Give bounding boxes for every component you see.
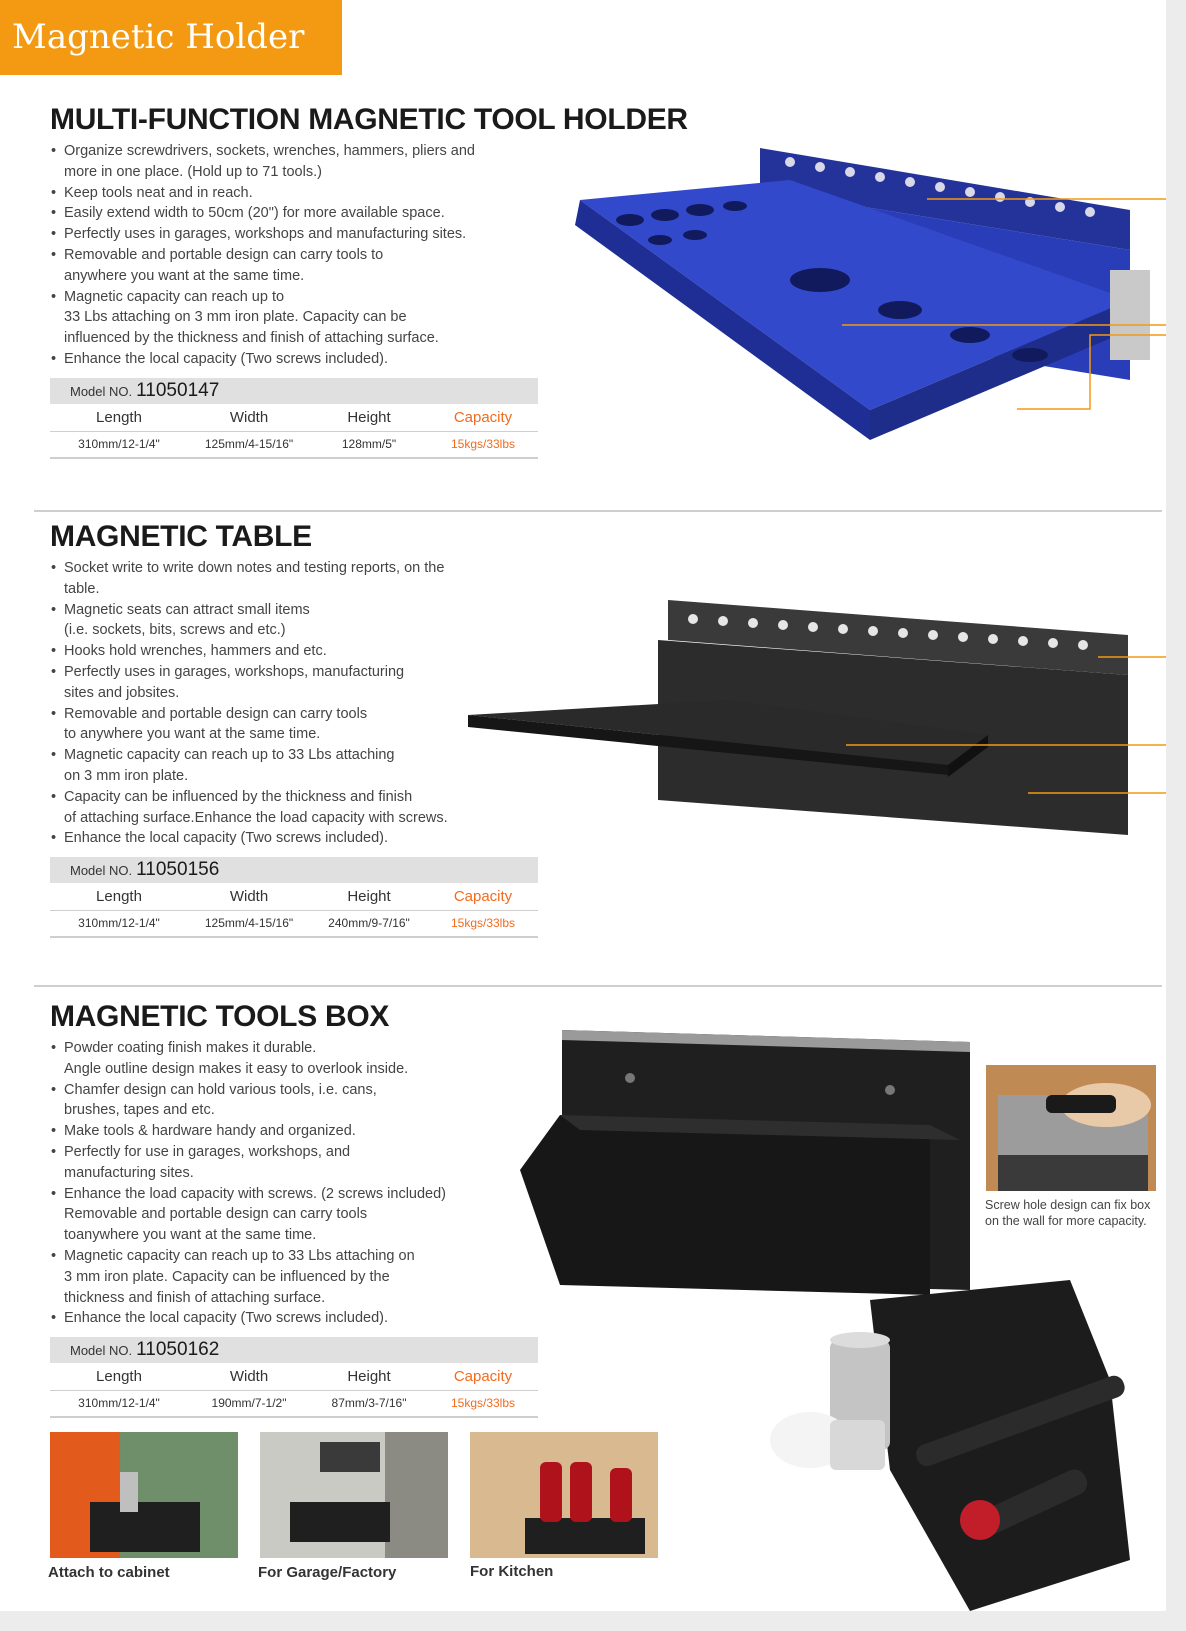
- model-bar: [50, 1337, 538, 1363]
- model-bar: [50, 857, 538, 883]
- capacity-header: Capacity: [453, 888, 513, 906]
- feature-item: Removable and portable design can carry tools: [64, 1206, 368, 1223]
- length-header: Length: [96, 408, 142, 426]
- feature-item: • Magnetic seats can attract small items: [50, 600, 550, 621]
- length-value: 310mm/12-1/4": [78, 436, 160, 451]
- feature-item: (i.e. sockets, bits, screws and etc.): [64, 622, 286, 639]
- cabinet-photo: [50, 1432, 238, 1558]
- product-tools-box: [50, 1000, 550, 1418]
- feature-item: • Make tools & hardware handy and organized.: [50, 1121, 550, 1142]
- width-value: 125mm/4-15/16": [204, 916, 294, 931]
- spec-table: [50, 378, 538, 459]
- feature-item: • Magnetic capacity can reach up to: [50, 287, 550, 308]
- spec-value-row: [50, 1391, 538, 1418]
- capacity-value: 15kgs/33lbs: [450, 1396, 516, 1411]
- feature-item: more in one place. (Hold up to 71 tools.): [64, 163, 322, 180]
- model-number: 11050162: [136, 1339, 220, 1361]
- capacity-header: Capacity: [453, 1368, 513, 1386]
- height-value: 128mm/5": [341, 436, 397, 451]
- product-title: MAGNETIC TOOLS BOX: [50, 1000, 390, 1033]
- height-value: 240mm/9-7/16": [328, 916, 410, 931]
- feature-item: • Enhance the local capacity (Two screws included).: [50, 349, 550, 370]
- width-value: 125mm/4-15/16": [204, 436, 294, 451]
- length-value: 310mm/12-1/4": [78, 916, 160, 931]
- spec-value-row: [50, 911, 538, 938]
- section-divider: [34, 510, 1162, 512]
- height-header: Height: [347, 888, 391, 906]
- feature-item: • Capacity can be influenced by the thickness and finish: [50, 787, 550, 808]
- spec-table: [50, 857, 538, 938]
- magnetic-table-image: [468, 595, 1166, 855]
- garage-photo: [260, 1432, 448, 1558]
- length-header: Length: [96, 1368, 142, 1386]
- height-value: 87mm/3-7/16": [331, 1396, 407, 1411]
- feature-item: of attaching surface.Enhance the load capacity with screws.: [64, 809, 448, 826]
- feature-item: sites and jobsites.: [64, 684, 180, 701]
- length-header: Length: [96, 888, 142, 906]
- feature-item: thickness and finish of attaching surface.: [64, 1289, 326, 1306]
- feature-item: 3 mm iron plate. Capacity can be influenced by the: [64, 1268, 390, 1285]
- feature-item: • Perfectly uses in garages, workshops, manufacturing: [50, 662, 550, 683]
- tools-box-loaded-image: [770, 1270, 1166, 1611]
- kitchen-caption: For Kitchen: [470, 1563, 554, 1580]
- width-header: Width: [229, 1368, 269, 1386]
- feature-list: [50, 1038, 550, 1329]
- garage-caption: For Garage/Factory: [258, 1564, 397, 1581]
- feature-item: • Removable and portable design can carry tools to: [50, 245, 550, 266]
- capacity-header: Capacity: [453, 408, 513, 426]
- width-header: Width: [229, 888, 269, 906]
- feature-item: on 3 mm iron plate.: [64, 767, 189, 784]
- kitchen-photo: [470, 1432, 658, 1558]
- feature-item: anywhere you want at the same time.: [64, 267, 305, 284]
- capacity-value: 15kgs/33lbs: [450, 436, 516, 451]
- feature-item: • Enhance the load capacity with screws. (2 screws included): [50, 1184, 550, 1205]
- length-value: 310mm/12-1/4": [78, 1396, 160, 1411]
- feature-item: table.: [64, 580, 100, 597]
- model-label: Model NO.: [70, 383, 133, 399]
- spec-header-row: [50, 883, 538, 911]
- spec-value-row: [50, 432, 538, 459]
- width-value: 190mm/7-1/2": [211, 1396, 287, 1411]
- feature-item: influenced by the thickness and finish of attaching surface.: [64, 330, 439, 347]
- section-divider: [34, 985, 1162, 987]
- spec-header-row: [50, 1363, 538, 1391]
- capacity-value: 15kgs/33lbs: [450, 916, 516, 931]
- feature-item: • Enhance the local capacity (Two screws included).: [50, 1308, 550, 1329]
- feature-item: • Easily extend width to 50cm (20") for more available space.: [50, 203, 550, 224]
- feature-item: to anywhere you want at the same time.: [64, 726, 321, 743]
- feature-item: • Powder coating finish makes it durable.: [50, 1038, 550, 1059]
- feature-item: manufacturing sites.: [64, 1164, 194, 1181]
- spec-table: [50, 1337, 538, 1418]
- feature-item: toanywhere you want at the same time.: [64, 1227, 317, 1244]
- feature-item: • Magnetic capacity can reach up to 33 Lbs attaching: [50, 745, 550, 766]
- feature-item: Angle outline design makes it easy to overlook inside.: [64, 1060, 409, 1077]
- feature-item: • Keep tools neat and in reach.: [50, 183, 550, 204]
- feature-item: • Magnetic capacity can reach up to 33 Lbs attaching on: [50, 1246, 550, 1267]
- height-header: Height: [347, 408, 391, 426]
- feature-item: • Organize screwdrivers, sockets, wrenches, hammers, pliers and: [50, 141, 550, 162]
- model-bar: [50, 378, 538, 404]
- product-title: MULTI-FUNCTION MAGNETIC TOOL HOLDER: [50, 103, 688, 136]
- model-label: Model NO.: [70, 1343, 133, 1359]
- feature-item: • Removable and portable design can carry tools: [50, 704, 550, 725]
- feature-item: • Enhance the local capacity (Two screws included).: [50, 828, 550, 849]
- width-header: Width: [229, 408, 269, 426]
- feature-item: brushes, tapes and etc.: [64, 1102, 215, 1119]
- feature-item: • Chamfer design can hold various tools, i.e. cans,: [50, 1080, 550, 1101]
- feature-item: • Hooks hold wrenches, hammers and etc.: [50, 641, 550, 662]
- height-header: Height: [347, 1368, 391, 1386]
- screw-hole-photo: [986, 1065, 1156, 1191]
- feature-item: • Socket write to write down notes and testing reports, on the: [50, 558, 550, 579]
- model-number: 11050147: [136, 379, 220, 401]
- spec-header-row: [50, 404, 538, 432]
- product-title: MAGNETIC TABLE: [50, 520, 312, 553]
- cabinet-caption: Attach to cabinet: [48, 1564, 170, 1581]
- feature-item: 33 Lbs attaching on 3 mm iron plate. Capacity can be: [64, 309, 407, 326]
- feature-item: • Perfectly uses in garages, workshops and manufacturing sites.: [50, 224, 550, 245]
- tool-holder-image: [570, 140, 1166, 470]
- model-label: Model NO.: [70, 863, 133, 879]
- screw-hole-caption: Screw hole design can fix box on the wall for more capacity.: [985, 1198, 1151, 1228]
- section-tab: Magnetic Holder: [0, 0, 342, 75]
- feature-list: [50, 141, 550, 370]
- model-number: 11050156: [136, 859, 220, 881]
- feature-item: • Perfectly for use in garages, workshops, and: [50, 1142, 550, 1163]
